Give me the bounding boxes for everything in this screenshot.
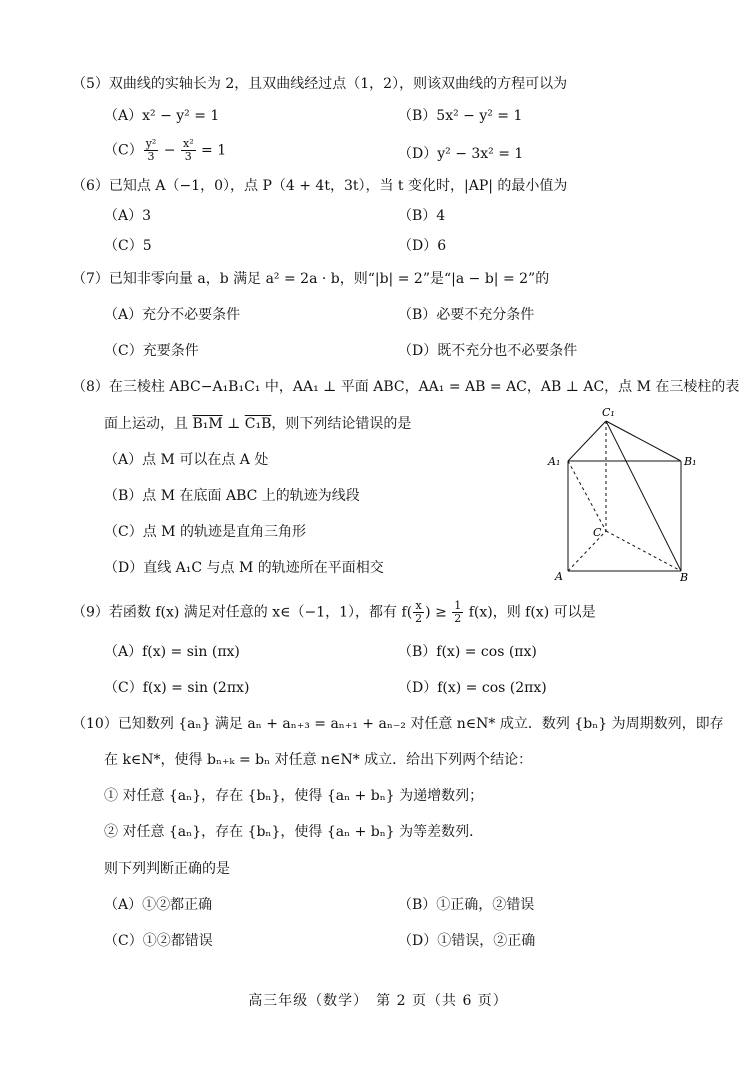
q5-option-a: （A）x² − y² = 1 — [104, 108, 220, 124]
q8-perp-symbol: ⊥ — [222, 416, 245, 432]
q6-option-d: （D）6 — [398, 238, 447, 254]
q10-conclusion-2: ② 对任意 {aₙ}，存在 {bₙ}，使得 {aₙ + bₙ} 为等差数列． — [104, 824, 484, 840]
q10-option-d: （D）①错误，②正确 — [398, 933, 536, 949]
q9-frac-num: x — [413, 600, 424, 613]
q5-option-b: （B）5x² − y² = 1 — [398, 108, 523, 124]
q9-option-c: （C）f(x) = sin (2πx) — [104, 680, 250, 696]
q10-conclusion-1: ① 对任意 {aₙ}，存在 {bₙ}，使得 {aₙ + bₙ} 为递增数列； — [104, 788, 484, 804]
q5-c-fraction-1 — [144, 138, 159, 163]
q5-c-label: （C） — [104, 142, 143, 159]
q9-stem — [72, 600, 596, 625]
page-footer: 高三年级（数学） 第 2 页（共 6 页） — [248, 993, 508, 1009]
edge-a1c1 — [568, 421, 606, 461]
q9-fraction-half — [452, 600, 463, 625]
q7-option-b: （B）必要不充分条件 — [398, 307, 535, 323]
q8-option-a: （A）点 M 可以在点 A 处 — [104, 452, 269, 468]
q5-c-f1-den: 3 — [147, 150, 155, 163]
q5-c-f2-num: x² — [182, 137, 194, 150]
q8-option-d: （D）直线 A₁C 与点 M 的轨迹所在平面相交 — [104, 560, 384, 576]
q9-half-num: 1 — [454, 599, 462, 612]
q9-option-b: （B）f(x) = cos (πx) — [398, 644, 537, 660]
q5-option-c — [104, 138, 226, 163]
q5-c-fraction-2 — [181, 138, 196, 163]
q10-option-b: （B）①正确，②错误 — [398, 897, 535, 913]
label-b1: B₁ — [684, 455, 696, 468]
q8-vector-b1m: B₁M — [192, 416, 223, 432]
q7-stem: （7）已知非零向量 a，b 满足 a² = 2a · b，则“|b| = 2”是“|a − b| = 2”的 — [72, 271, 550, 287]
q5-c-f1-num: y² — [145, 137, 157, 150]
q7-option-a: （A）充分不必要条件 — [104, 307, 241, 323]
label-b: B — [680, 571, 689, 584]
q7-option-c: （C）充要条件 — [104, 343, 199, 359]
q7-option-d: （D）既不充分也不必要条件 — [398, 343, 578, 359]
q8-stem2-start: 面上运动，且 — [104, 416, 193, 432]
q6-stem: （6）已知点 A（−1，0），点 P（4 + 4t，3t），当 t 变化时，|AP| 的最小值为 — [72, 178, 568, 194]
q6-option-a: （A）3 — [104, 208, 152, 224]
q9-stem-end: f(x)，则 f(x) 可以是 — [464, 604, 596, 621]
q9-half-den: 2 — [454, 612, 462, 625]
q6-option-b: （B）4 — [398, 208, 446, 224]
q5-stem: （5）双曲线的实轴长为 2，且双曲线经过点（1，2），则该双曲线的方程可以为 — [72, 76, 568, 92]
q5-c-f2-den: 3 — [184, 150, 192, 163]
q5-c-minus: − — [159, 142, 180, 159]
q10-option-a: （A）①②都正确 — [104, 897, 213, 913]
q10-option-c: （C）①②都错误 — [104, 933, 213, 949]
edge-cb — [606, 531, 681, 571]
q9-stem-start: （9）若函数 f(x) 满足对任意的 x∈（−1，1），都有 f( — [72, 604, 413, 621]
q8-option-c: （C）点 M 的轨迹是直角三角形 — [104, 524, 306, 540]
label-a: A — [555, 570, 563, 583]
q10-stem-line2: 在 k∈N*，使得 bₙ₊ₖ = bₙ 对任意 n∈N* 成立．给出下列两个结论： — [104, 752, 533, 768]
q6-option-c: （C）5 — [104, 238, 152, 254]
q5-c-tail: = 1 — [196, 142, 227, 159]
edge-c1b1 — [606, 421, 681, 461]
q9-fraction-x-over-2 — [413, 600, 424, 625]
q9-stem-mid: ) ≥ — [425, 604, 452, 621]
diagonal-a1c — [568, 461, 606, 531]
q10-stem-line1: （10）已知数列 {aₙ} 满足 aₙ + aₙ₊₃ = aₙ₊₁ + aₙ₋₂ 对任意 n∈N* 成立．数列 {bₙ} 为周期数列，即存 — [72, 716, 724, 732]
q9-option-d: （D）f(x) = cos (2πx) — [398, 680, 547, 696]
q8-vector-c1b: C₁B — [244, 416, 272, 432]
q9-frac-den: 2 — [415, 612, 423, 625]
q8-stem-line2 — [104, 414, 411, 434]
q8-stem2-end: ，则下列结论错误的是 — [271, 416, 412, 432]
q8-option-b: （B）点 M 在底面 ABC 上的轨迹为线段 — [104, 488, 360, 504]
q5-option-d: （D）y² − 3x² = 1 — [398, 146, 524, 162]
diagonal-c1b — [606, 421, 681, 571]
q9-option-a: （A）f(x) = sin (πx) — [104, 644, 240, 660]
label-c1: C₁ — [602, 406, 615, 419]
label-c: C — [593, 526, 602, 539]
q10-judge: 则下列判断正确的是 — [104, 861, 230, 877]
prism-figure — [546, 405, 696, 585]
q8-stem-line1: （8）在三棱柱 ABC−A₁B₁C₁ 中，AA₁ ⊥ 平面 ABC，AA₁ = AB = AC，AB ⊥ AC，点 M 在三棱柱的表 — [72, 379, 740, 395]
label-a1: A₁ — [548, 455, 561, 468]
